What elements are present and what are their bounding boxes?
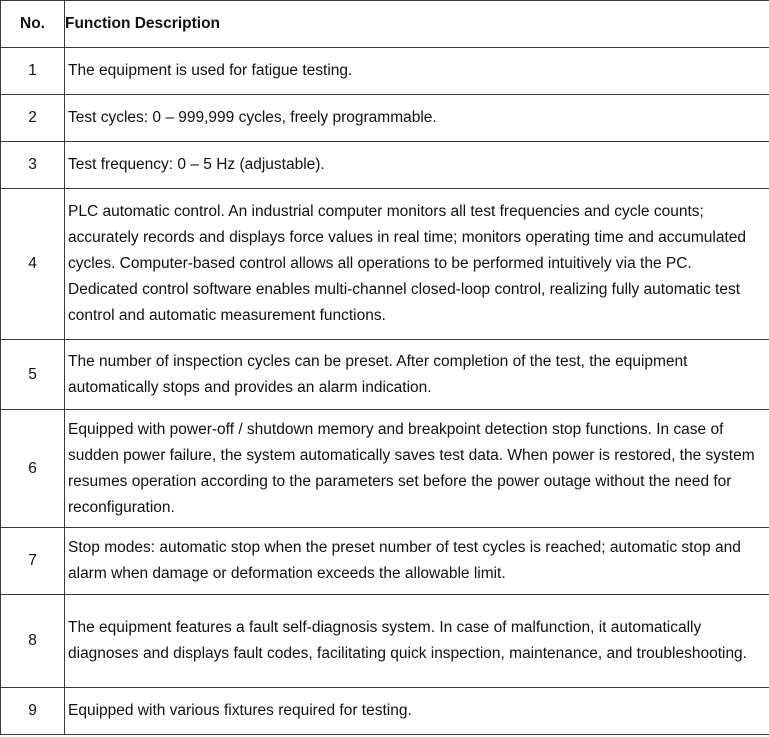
table-row [1,142,769,189]
column-header-description: Function Description [65,1,769,48]
table-header-row [1,1,769,48]
row-number: 9 [1,688,65,735]
table-row [1,688,769,735]
row-number: 2 [1,95,65,142]
row-description: Stop modes: automatic stop when the preset number of test cycles is reached; automatic stop and alarm when damage or deformation exceeds the allowable limit. [65,528,769,595]
row-number: 1 [1,48,65,95]
row-description: Equipped with various fixtures required for testing. [65,688,769,735]
row-description: The equipment features a fault self-diagnosis system. In case of malfunction, it automatically diagnoses and displays fault codes, facilitating quick inspection, maintenance, and troubleshooting. [65,595,769,688]
row-description: Equipped with power-off / shutdown memory and breakpoint detection stop functions. In case of sudden power failure, the system automatically saves test data. When power is restored, the system resumes operation according to the parameters set before the power outage without the need for reconfiguration. [65,410,769,528]
column-header-no: No. [1,1,65,48]
table-row [1,189,769,340]
table-row [1,528,769,595]
table-row [1,95,769,142]
table-row [1,48,769,95]
row-description: The number of inspection cycles can be preset. After completion of the test, the equipment automatically stops and provides an alarm indication. [65,340,769,410]
table-row [1,595,769,688]
row-description: PLC automatic control. An industrial computer monitors all test frequencies and cycle counts; accurately records and displays force values in real time; monitors operating time and accumulated cycles. Computer-based control allows all operations to be performed intuitively via the PC. Dedicated control software enables multi-channel closed-loop control, realizing fully automatic test control and automatic measurement functions. [65,189,769,340]
table-row [1,340,769,410]
row-number: 3 [1,142,65,189]
row-number: 7 [1,528,65,595]
table-row [1,410,769,528]
row-number: 8 [1,595,65,688]
row-description: The equipment is used for fatigue testing. [65,48,769,95]
row-description: Test frequency: 0 – 5 Hz (adjustable). [65,142,769,189]
row-number: 5 [1,340,65,410]
row-number: 6 [1,410,65,528]
row-description: Test cycles: 0 – 999,999 cycles, freely programmable. [65,95,769,142]
row-number: 4 [1,189,65,340]
